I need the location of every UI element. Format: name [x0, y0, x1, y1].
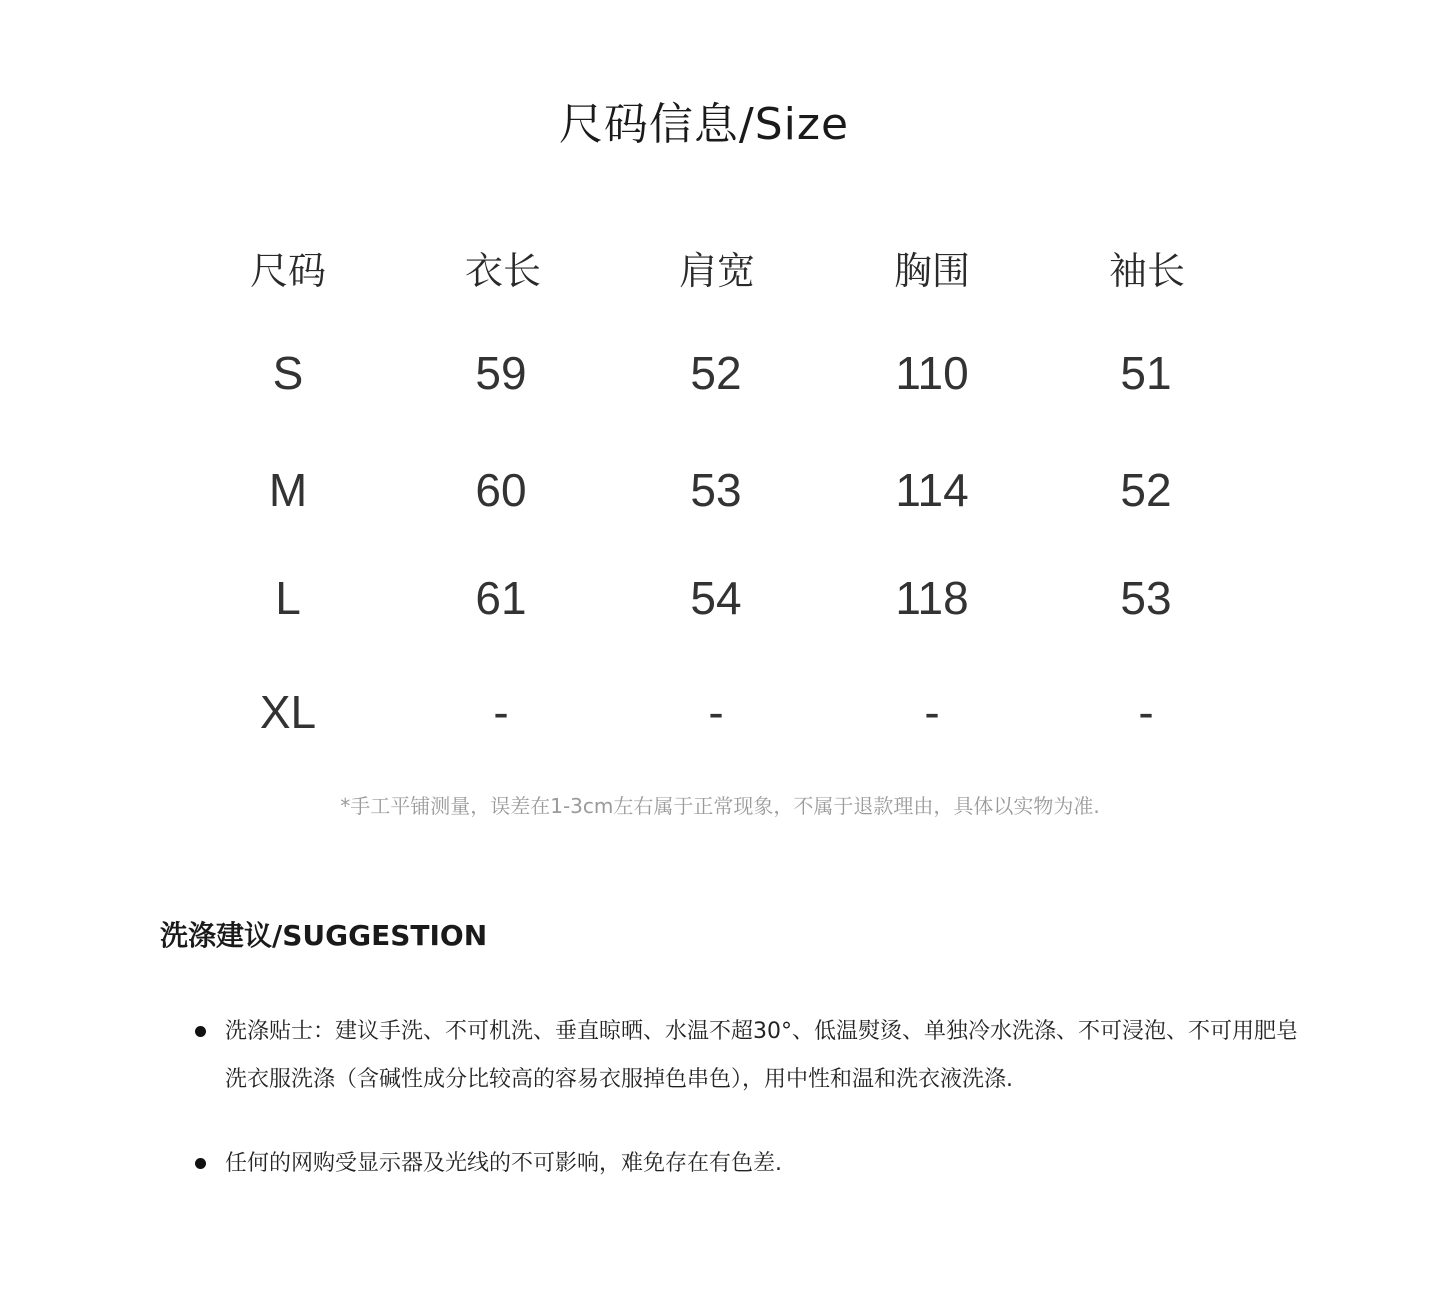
table-cell: 51 — [1120, 347, 1172, 399]
table-cell: - — [708, 686, 724, 738]
table-cell: 60 — [475, 464, 527, 516]
table-cell: 53 — [1120, 572, 1172, 624]
table-cell: 114 — [895, 464, 969, 516]
table-cell: 52 — [1120, 464, 1172, 516]
page-title: 尺码信息/Size — [558, 99, 850, 150]
list-item-text: 洗涤贴士：建议手洗、不可机洗、垂直晾晒、水温不超30°、低温熨烫、单独冷水洗涤、不可浸泡、不可用肥皂洗衣服洗涤（含碱性成分比较高的容易衣服掉色串色），用中性和温和洗衣液洗涤. — [225, 1019, 1298, 1092]
column-header-chest: 胸围 — [893, 249, 970, 293]
list-item-text: 任何的网购受显示器及光线的不可影响，难免存在有色差. — [225, 1151, 782, 1176]
table-cell: XL — [259, 686, 317, 738]
column-header-shoulder: 肩宽 — [678, 249, 755, 293]
table-cell: - — [493, 686, 509, 738]
column-header-size: 尺码 — [249, 249, 326, 293]
bullet-icon — [195, 1026, 206, 1037]
table-cell: S — [272, 347, 304, 399]
list-item — [195, 1140, 1305, 1188]
suggestion-list — [195, 1008, 1305, 1224]
suggestion-title: 洗涤建议/SUGGESTION — [160, 919, 488, 952]
list-item — [195, 1008, 1305, 1104]
table-cell: M — [268, 464, 308, 516]
table-cell: - — [924, 686, 940, 738]
table-cell: L — [275, 572, 301, 624]
table-cell: 52 — [690, 347, 742, 399]
column-header-sleeve: 袖长 — [1108, 249, 1185, 293]
column-header-length: 衣长 — [464, 249, 541, 293]
table-cell: 110 — [895, 347, 969, 399]
table-cell: 54 — [690, 572, 742, 624]
table-cell: 53 — [690, 464, 742, 516]
table-cell: 118 — [895, 572, 969, 624]
bullet-icon — [195, 1158, 206, 1169]
table-cell: 59 — [475, 347, 527, 399]
measurement-note: *手工平铺测量，误差在1-3cm左右属于正常现象，不属于退款理由，具体以实物为准. — [340, 794, 1100, 818]
table-cell: 61 — [475, 572, 527, 624]
table-cell: - — [1138, 686, 1154, 738]
